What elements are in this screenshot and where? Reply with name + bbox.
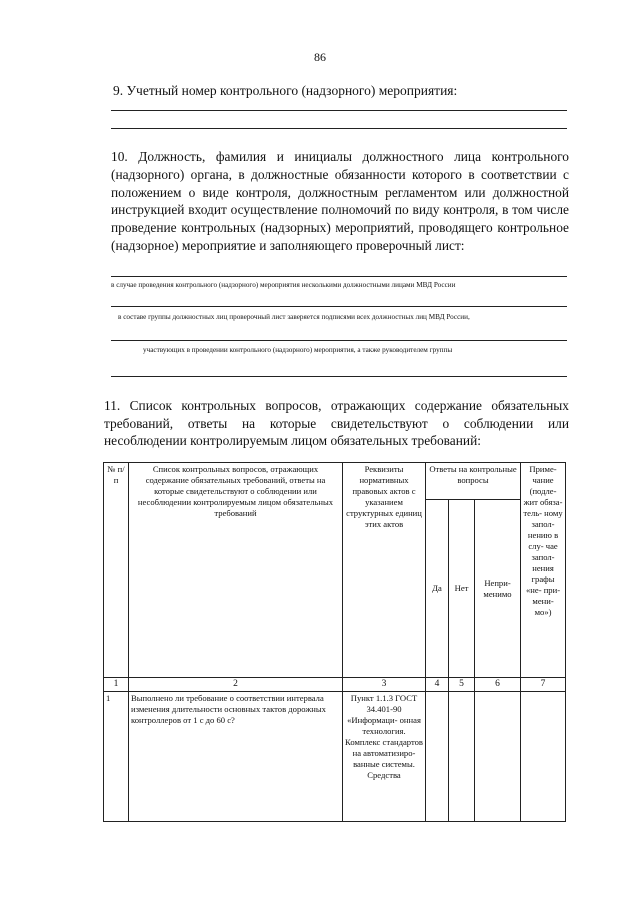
column-number: 7 bbox=[521, 678, 566, 692]
checklist-table bbox=[103, 462, 566, 822]
header-no: Нет bbox=[449, 500, 475, 678]
header-requisites: Реквизиты нормативных правовых актов с указанием структурных единиц этих актов bbox=[343, 463, 426, 678]
header-answers: Ответы на контрольные вопросы bbox=[426, 463, 521, 500]
section-10-note-3: участвующих в проведении контрольного (надзорного) мероприятия, а также руководителем группы bbox=[143, 346, 453, 354]
header-note: Приме- чание (подле- жит обяза- тель- ному запол- нению в слу- чае запол- нения графы «не- при- мени- мо») bbox=[521, 463, 566, 678]
column-number: 6 bbox=[475, 678, 521, 692]
header-num: № п/п bbox=[104, 463, 129, 678]
section-10-text: 10. Должность, фамилия и инициалы должностного лица контрольного (надзорного) органа, в должностные обязанности которого в соответствии с положением о виде контроля, должностным регламентом или должностной инструкцией входит осуществление полномочий по виду контроля, в том числе проведение контрольных (надзорных) мероприятий, проводящего контрольное (надзорное) мероприятие и заполняющего проверочный лист: bbox=[111, 149, 569, 253]
row-num: 1 bbox=[104, 692, 129, 822]
row-answer-no[interactable] bbox=[449, 692, 475, 822]
column-number: 2 bbox=[129, 678, 343, 692]
page-number: 86 bbox=[314, 50, 326, 64]
section-10-fill-line-2 bbox=[111, 306, 567, 307]
table-row bbox=[104, 692, 566, 822]
section-9-fill-line-1 bbox=[111, 110, 567, 111]
section-9-title: 9. Учетный номер контрольного (надзорного) мероприятия: bbox=[113, 83, 458, 98]
section-9-fill-line-2 bbox=[111, 128, 567, 129]
section-10-fill-line-1 bbox=[111, 276, 567, 277]
section-10-note-2: в составе группы должностных лиц проверочный лист заверяется подписями всех должностных лиц МВД России, bbox=[118, 313, 470, 321]
section-10-note-1: в случае проведения контрольного (надзорного) мероприятия несколькими должностными лицами МВД России bbox=[111, 281, 456, 289]
column-number: 1 bbox=[104, 678, 129, 692]
row-answer-yes[interactable] bbox=[426, 692, 449, 822]
row-requisites: Пункт 1.1.3 ГОСТ 34.401-90 «Информаци- онная технология. Комплекс стандартов на автоматизиро- ванные системы. Средства bbox=[343, 692, 426, 822]
row-answer-not-applicable[interactable] bbox=[475, 692, 521, 822]
column-number: 5 bbox=[449, 678, 475, 692]
column-number: 4 bbox=[426, 678, 449, 692]
row-question: Выполнено ли требование о соответствии интервала изменения длительности основных тактов дорожных контроллеров от 1 с до 60 с? bbox=[129, 692, 343, 822]
header-question: Список контрольных вопросов, отражающих содержание обязательных требований, ответы на которые свидетельствуют о соблюдении или несоблюдении контролируемым лицом обязательных требований bbox=[129, 463, 343, 678]
header-not-applicable: Непри- менимо bbox=[475, 500, 521, 678]
row-note[interactable] bbox=[521, 692, 566, 822]
section-11-text: 11. Список контрольных вопросов, отражающих содержание обязательных требований, ответы на которые свидетельствуют о соблюдении или несоблюдении контролируемым лицом обязательных требований: bbox=[104, 398, 569, 448]
column-number: 3 bbox=[343, 678, 426, 692]
section-10-fill-line-3 bbox=[111, 340, 567, 341]
section-10-fill-line-4 bbox=[111, 376, 567, 377]
header-yes: Да bbox=[426, 500, 449, 678]
